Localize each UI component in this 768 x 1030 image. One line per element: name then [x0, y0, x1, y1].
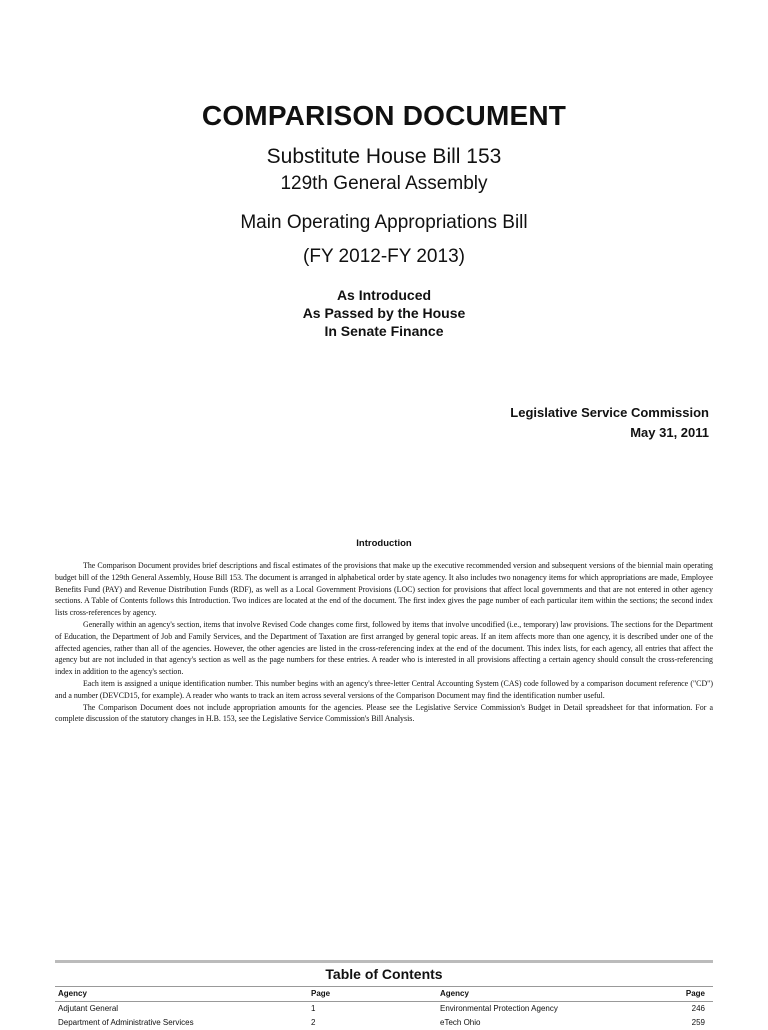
publication-date: May 31, 2011 — [630, 425, 709, 440]
toc-title: Table of Contents — [325, 966, 443, 982]
intro-paragraph: Generally within an agency's section, items that involve Revised Code changes come first, followed by items that involve uncodified (i.e., temporary) law provisions. The sections for the Department of Education, the Department of Job and Family Services, and the Department of Taxation are first arranged by general topic areas. If an item affects more than one agency, it is described under one of the affected agencies, rather than all of the agencies. However, the other agencies are listed in the cross-referencing index at the end of the document. This index lists, for each agency, all entries that affect the agency but are not included in that agency's section as well as the page numbers for these entries. A reader who is interested in all provisions affecting a certain agency should consult the cross-referencing index in addition to the agency's section. — [55, 619, 713, 677]
document-title: COMPARISON DOCUMENT — [201, 100, 567, 131]
fiscal-years: (FY 2012-FY 2013) — [303, 246, 465, 267]
toc-page-number: 246 — [691, 1004, 705, 1013]
toc-header-agency: Agency — [58, 989, 87, 998]
version-item: In Senate Finance — [324, 323, 444, 339]
table-of-contents — [55, 960, 713, 1030]
toc-header-agency: Agency — [440, 989, 469, 998]
toc-agency-link[interactable]: Adjutant General — [58, 1004, 119, 1013]
general-assembly: 129th General Assembly — [280, 173, 488, 194]
publisher-name: Legislative Service Commission — [510, 405, 709, 420]
toc-agency-link[interactable]: Environmental Protection Agency — [440, 1004, 558, 1013]
version-item: As Passed by the House — [302, 305, 466, 321]
bill-description: Main Operating Appropriations Bill — [240, 212, 528, 233]
toc-row[interactable] — [55, 1002, 713, 1016]
toc-page-number: 259 — [691, 1018, 705, 1027]
publisher-block — [510, 403, 709, 443]
toc-page-number: 2 — [311, 1018, 316, 1027]
toc-agency-link[interactable]: eTech Ohio — [440, 1018, 481, 1027]
toc-row[interactable] — [55, 1016, 713, 1030]
version-item: As Introduced — [336, 287, 432, 303]
intro-paragraph: The Comparison Document provides brief descriptions and fiscal estimates of the provisions that make up the executive recommended version and subsequent versions of the biennial main operating budget bill of the 129th General Assembly, House Bill 153. The document is arranged in alphabetical order by state agency. It also includes two nonagency items for which appropriations are made, Employee Benefits Fund (PAY) and Revenue Distribution Funds (RDF), as well as a Local Government Provisions (LOC) section for provisions that affect local governments and that are not entered in other agency sections. A Table of Contents follows this Introduction. Two indices are located at the end of the document. The first index gives the page number of each particular item within the sections; the second index lists cross-references by agency. — [55, 561, 713, 618]
toc-header-page: Page — [685, 989, 705, 998]
intro-paragraph: The Comparison Document does not include appropriation amounts for the agencies. Please see the Legislative Service Commission's Budget in Detail spreadsheet for that information. For a complete discussion of the statutory changes in H.B. 153, see the Legislative Service Commission's Bill Analysis. — [55, 702, 713, 724]
toc-page-number: 1 — [311, 1004, 316, 1013]
introduction-heading: Introduction — [356, 538, 412, 549]
introduction-body — [55, 560, 713, 725]
toc-header-row — [55, 987, 713, 1001]
toc-agency-link[interactable]: Department of Administrative Services — [58, 1018, 194, 1027]
bill-name: Substitute House Bill 153 — [266, 145, 502, 168]
toc-header-page: Page — [311, 989, 331, 998]
bill-versions — [0, 286, 768, 340]
intro-paragraph: Each item is assigned a unique identification number. This number begins with an agency's three-letter Central Accounting System (CAS) code followed by a comparison document reference ("CD") and a number (DEVCD15, for example). A reader who wants to track an item across several versions of the Comparison Document may find the identification number useful. — [55, 678, 713, 700]
